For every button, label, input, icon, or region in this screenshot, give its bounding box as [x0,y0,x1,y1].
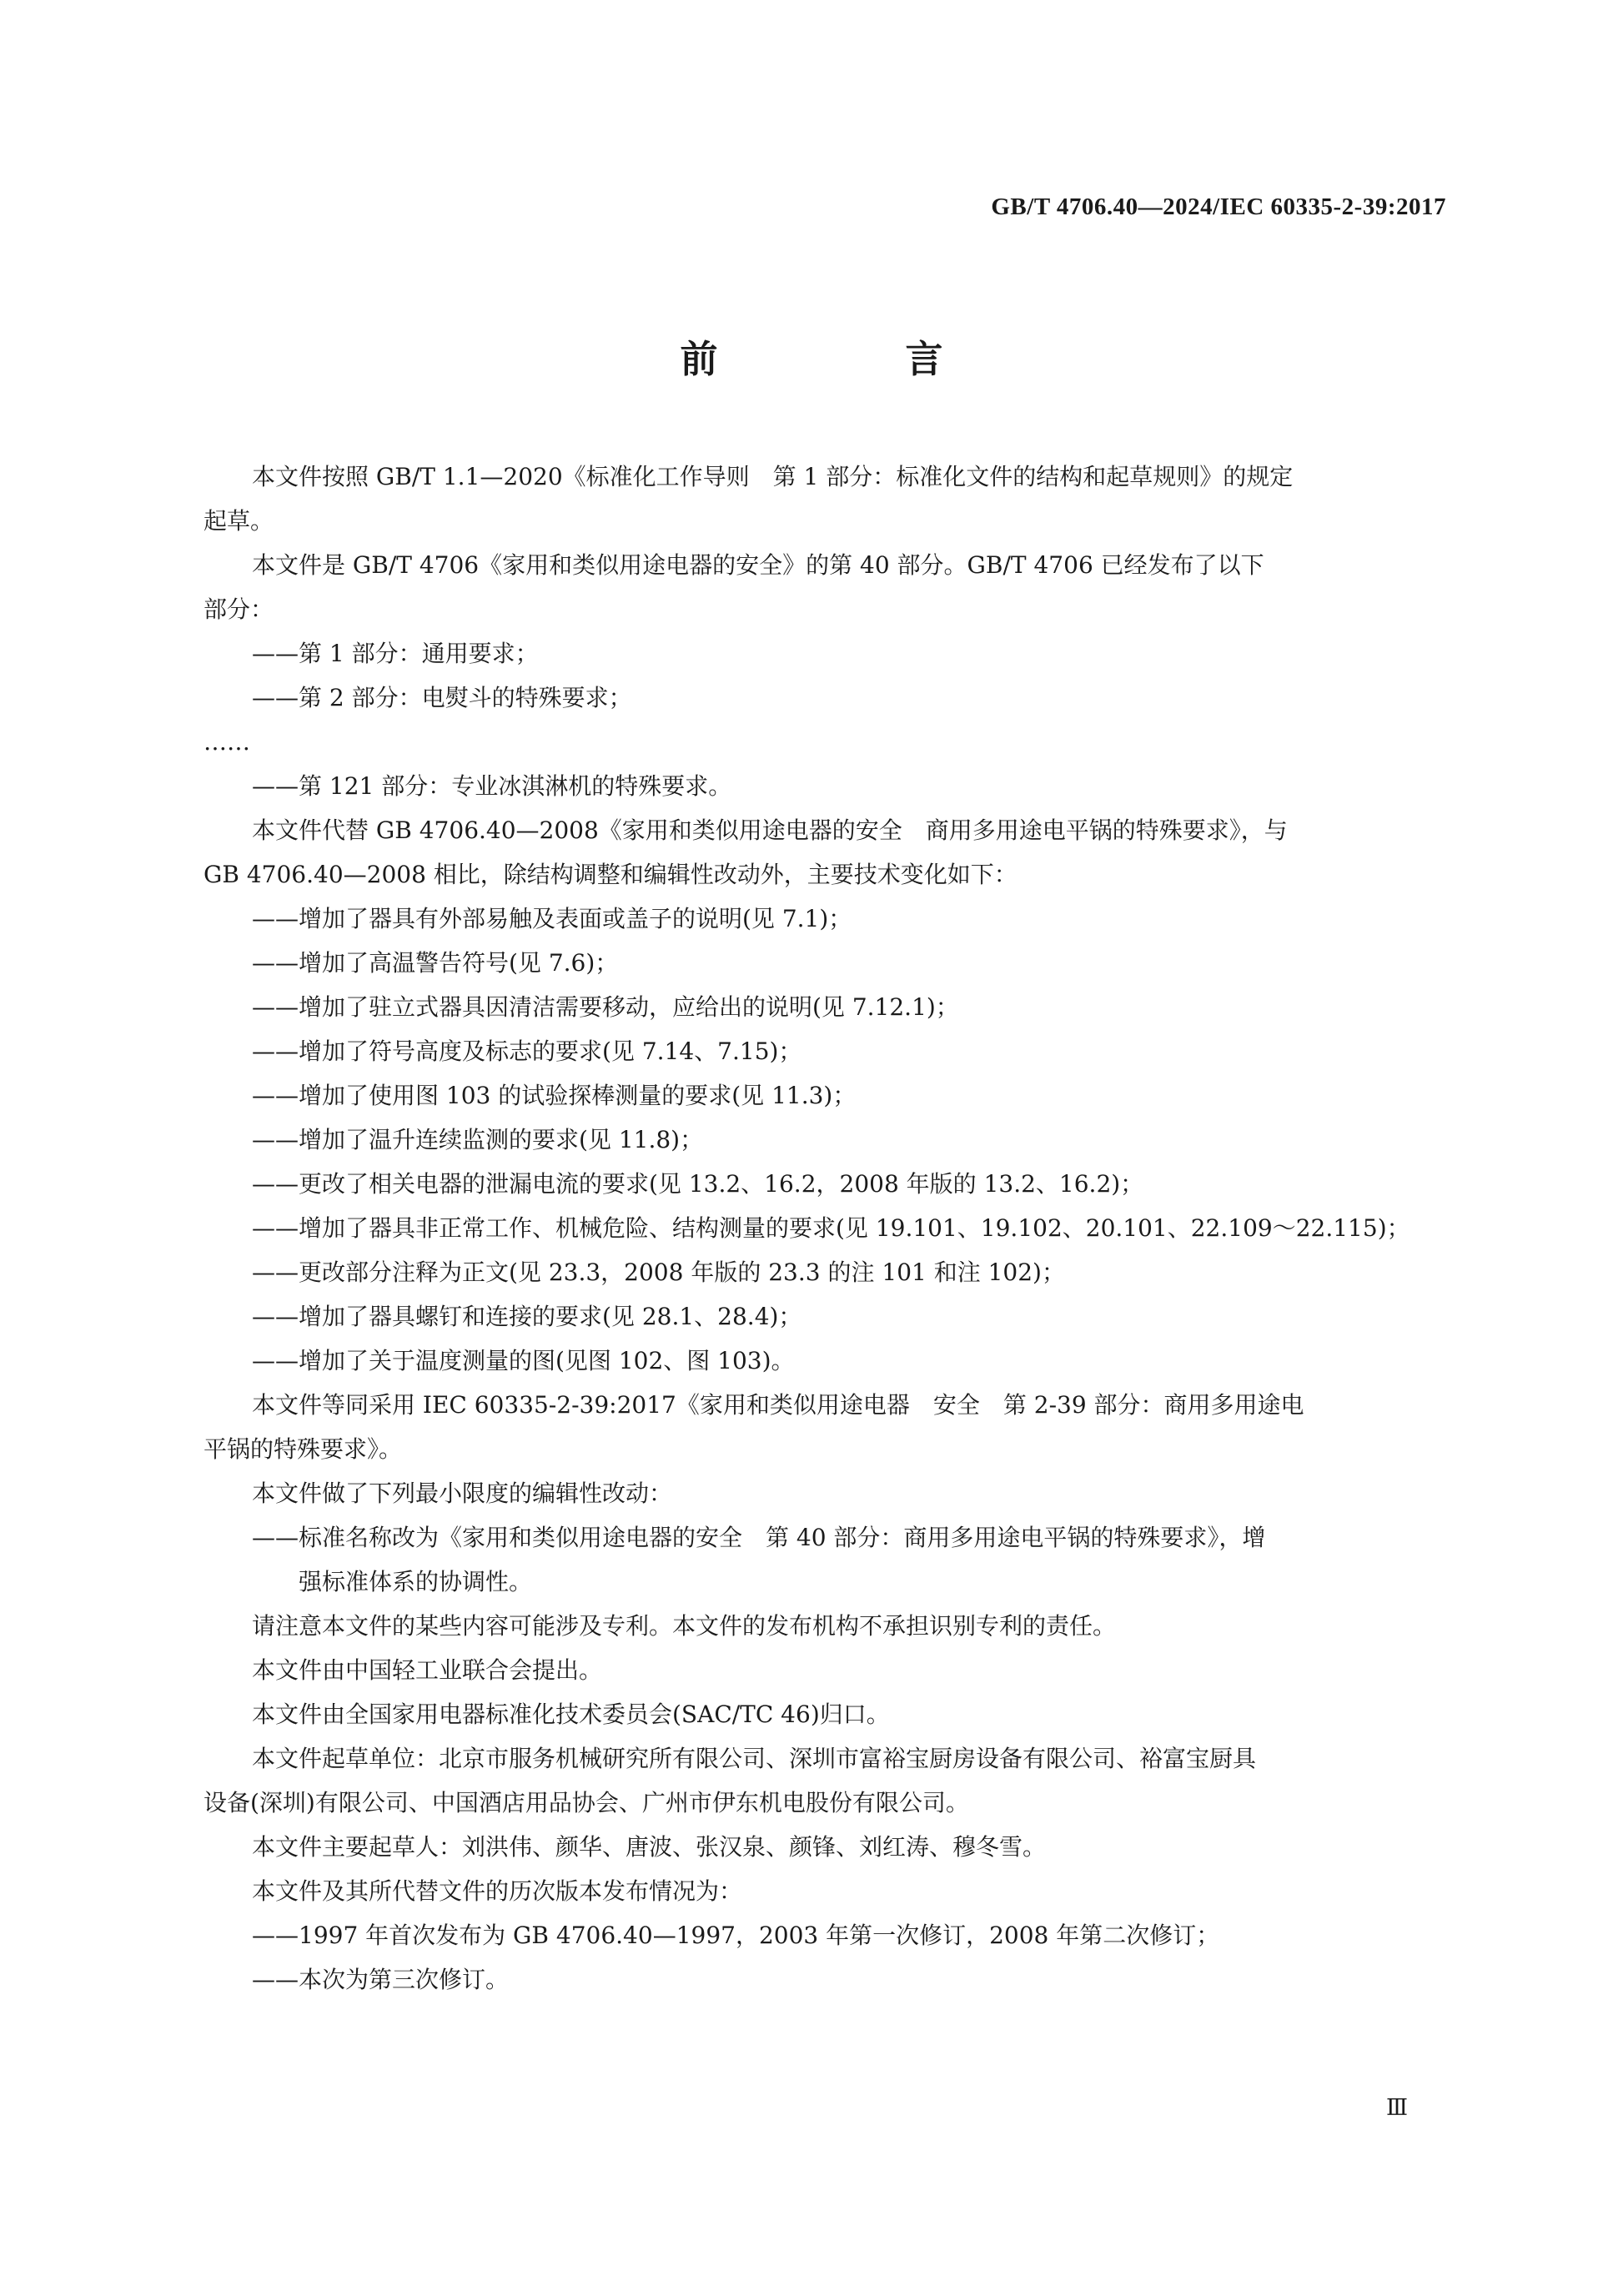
list-item: ——增加了器具有外部易触及表面或盖子的说明(见 7.1)； [252,905,852,932]
list-item: ——增加了关于温度测量的图(见图 102、图 103)。 [252,1347,795,1374]
list-item: ——增加了器具非正常工作、机械危险、结构测量的要求(见 19.101、19.102、20.101、22.109～22.115)； [252,1214,1410,1242]
list-item: ——增加了温升连续监测的要求(见 11.8)； [252,1126,704,1153]
paragraph-line: 平锅的特殊要求》。 [204,1435,403,1463]
list-item: ——本次为第三次修订。 [252,1966,510,1993]
paragraph-line: 本文件按照 GB/T 1.1—2020《标准化工作导则 第 1 部分：标准化文件的结构和起草规则》的规定 [252,463,1294,490]
standard-code-header: GB/T 4706.40—2024/IEC 60335-2-39:2017 [991,193,1446,220]
list-item: ——第 121 部分：专业冰淇淋机的特殊要求。 [252,772,732,800]
paragraph-line: GB 4706.40—2008 相比，除结构调整和编辑性改动外，主要技术变化如下： [204,861,1018,888]
paragraph-line: 本文件做了下列最小限度的编辑性改动： [252,1480,673,1507]
page-number: Ⅲ [1386,2095,1409,2120]
list-item: ——第 1 部分：通用要求； [252,640,539,667]
paragraph-line: 设备(深圳)有限公司、中国酒店用品协会、广州市伊东机电股份有限公司。 [204,1789,969,1816]
list-item: ——更改部分注释为正文(见 23.3，2008 年版的 23.3 的注 101 和注 102)； [252,1259,1065,1286]
paragraph-line: 本文件及其所代替文件的历次版本发布情况为： [252,1877,743,1905]
paragraph-line: 请注意本文件的某些内容可能涉及专利。本文件的发布机构不承担识别专利的责任。 [252,1612,1117,1640]
paragraph-line: 本文件起草单位：北京市服务机械研究所有限公司、深圳市富裕宝厨房设备有限公司、裕富宝厨具 [252,1745,1257,1772]
paragraph-line: 本文件代替 GB 4706.40—2008《家用和类似用途电器的安全 商用多用途电平锅的特殊要求》，与 [252,816,1288,844]
list-item: ——增加了高温警告符号(见 7.6)； [252,949,619,977]
list-item: ——第 2 部分：电熨斗的特殊要求； [252,684,632,711]
ellipsis: …… [204,728,250,756]
paragraph-line: 本文件由中国轻工业联合会提出。 [252,1656,603,1684]
paragraph-line: 本文件由全国家用电器标准化技术委员会(SAC/TC 46)归口。 [252,1701,890,1728]
list-item: ——更改了相关电器的泄漏电流的要求(见 13.2、16.2，2008 年版的 13.2、16.2)； [252,1170,1144,1198]
list-item: ——1997 年首次发布为 GB 4706.40—1997，2003 年第一次修订，2008 年第二次修订； [252,1922,1220,1949]
list-item: ——增加了器具螺钉和连接的要求(见 28.1、28.4)； [252,1303,802,1330]
list-item: ——增加了符号高度及标志的要求(见 7.14、7.15)； [252,1037,802,1065]
paragraph-line: 本文件是 GB/T 4706《家用和类似用途电器的安全》的第 40 部分。GB/T 4706 已经发布了以下 [252,551,1264,579]
paragraph-line: 起草。 [204,507,274,535]
paragraph-line: 本文件主要起草人：刘洪伟、颜华、唐波、张汉泉、颜锋、刘红涛、穆冬雪。 [252,1833,1047,1861]
page-title: 前 言 [680,337,1018,381]
foreword-body [204,455,1446,2002]
list-item-continuation: 强标准体系的协调性。 [299,1568,533,1595]
paragraph-line: 本文件等同采用 IEC 60335-2-39:2017《家用和类似用途电器 安全 第 2-39 部分：商用多用途电 [252,1391,1304,1419]
paragraph-line: 部分： [204,595,274,623]
list-item: ——标准名称改为《家用和类似用途电器的安全 第 40 部分：商用多用途电平锅的特殊要求》，增 [252,1524,1266,1551]
list-item: ——增加了驻立式器具因清洁需要移动，应给出的说明(见 7.12.1)； [252,993,959,1021]
list-item: ——增加了使用图 103 的试验探棒测量的要求(见 11.3)； [252,1082,857,1109]
